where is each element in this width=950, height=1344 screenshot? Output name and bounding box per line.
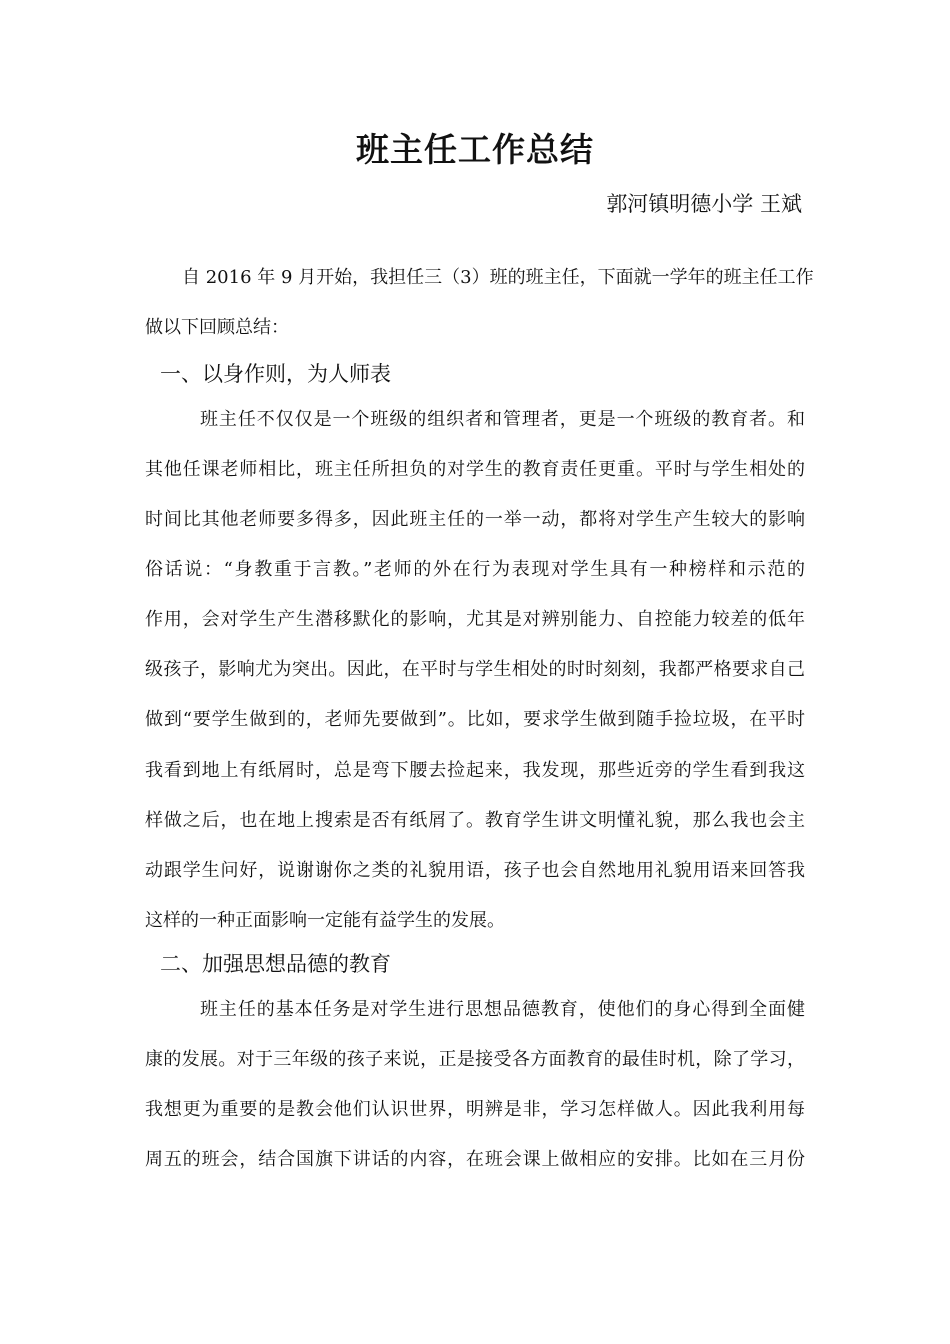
section-2-line-1: 班主任的基本任务是对学生进行思想品德教育，使他们的身心得到全面健 [200,999,805,1020]
intro-line-1: 自 2016 年 9 月开始，我担任三（3）班的班主任，下面就一学年的班主任工作 [182,267,814,288]
section-1-line-4: 俗话说：“身教重于言教。”老师的外在行为表现对学生具有一种榜样和示范的 [145,559,805,580]
section-1-line-7: 做到“要学生做到的，老师先要做到”。比如，要求学生做到随手捡垃圾，在平时 [145,709,805,730]
section-1-line-1: 班主任不仅仅是一个班级的组织者和管理者，更是一个班级的教育者。和 [200,409,805,430]
section-1-line-6: 级孩子，影响尤为突出。因此，在平时与学生相处的时时刻刻，我都严格要求自己 [145,659,805,680]
section-2-line-3: 我想更为重要的是教会他们认识世界，明辨是非，学习怎样做人。因此我利用每 [145,1099,805,1120]
section-2-line-2: 康的发展。对于三年级的孩子来说，正是接受各方面教育的最佳时机，除了学习， [145,1049,805,1070]
intro-line-2: 做以下回顾总结： [145,317,289,338]
section-2-heading: 二、加强思想品德的教育 [160,952,391,976]
section-1-line-10: 动跟学生问好，说谢谢你之类的礼貌用语，孩子也会自然地用礼貌用语来回答我 [145,860,805,881]
document-title: 班主任工作总结 [356,130,594,169]
section-1-heading: 一、以身作则，为人师表 [160,362,391,386]
section-2-line-4: 周五的班会，结合国旗下讲话的内容，在班会课上做相应的安排。比如在三月份 [145,1149,805,1170]
section-1-line-11: 这样的一种正面影响一定能有益学生的发展。 [145,910,505,931]
section-1-line-2: 其他任课老师相比，班主任所担负的对学生的教育责任更重。平时与学生相处的 [145,459,805,480]
section-1-line-5: 作用，会对学生产生潜移默化的影响，尤其是对辨别能力、自控能力较差的低年 [145,609,805,630]
section-1-line-9: 样做之后，也在地上搜索是否有纸屑了。教育学生讲文明懂礼貌，那么我也会主 [145,810,805,831]
section-1-line-3: 时间比其他老师要多得多，因此班主任的一举一动，都将对学生产生较大的影响 [145,509,805,530]
section-1-line-8: 我看到地上有纸屑时，总是弯下腰去捡起来，我发现，那些近旁的学生看到我这 [145,760,805,781]
author-line: 郭河镇明德小学 王斌 [606,192,802,216]
